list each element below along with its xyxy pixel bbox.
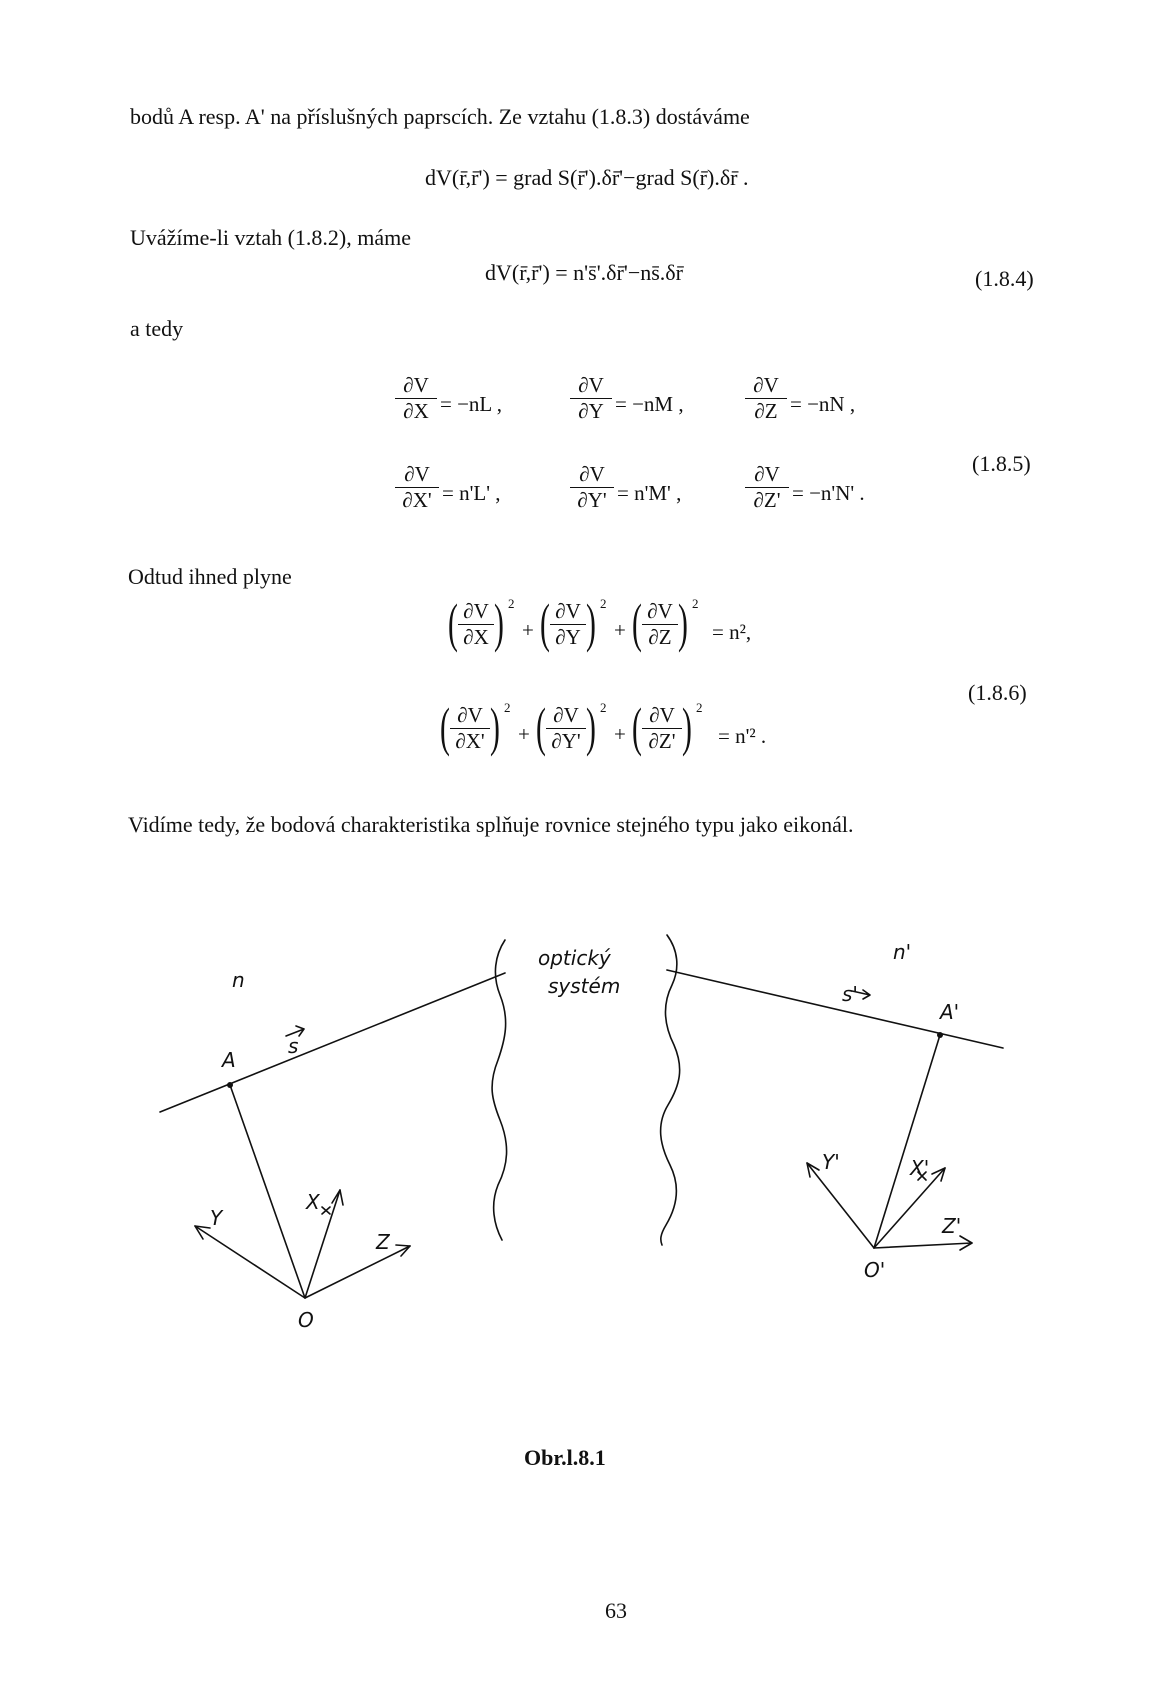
- paren-close: ): [586, 593, 596, 653]
- axis-Z: [305, 1246, 410, 1298]
- plus-sign: +: [522, 618, 534, 642]
- exponent: 2: [504, 700, 511, 715]
- paragraph-line-1: bodů A resp. A' na příslušných paprscích. Ze vztahu (1.8.3) dostáváme: [130, 104, 750, 129]
- exponent: 2: [692, 596, 699, 611]
- fraction-numerator: ∂V: [403, 373, 429, 397]
- fraction-denominator: ∂Z: [648, 625, 672, 649]
- axis-Y: [195, 1226, 305, 1298]
- equation-rhs: = −n'N' .: [792, 481, 865, 505]
- fraction-numerator: ∂V: [754, 462, 780, 486]
- axis-Y-prime: [807, 1163, 874, 1248]
- axis-X-prime: [874, 1168, 945, 1248]
- fraction-denominator: ∂Z: [754, 399, 778, 423]
- fraction-denominator: ∂Y': [551, 729, 581, 753]
- plus-sign: +: [614, 618, 626, 642]
- paren-close: ): [490, 697, 500, 757]
- equation-1-8-4: dV(r̄,r̄') = n's̄'.δr̄'−ns̄.δr̄: [485, 260, 683, 285]
- arrow-Z-head: [396, 1245, 410, 1256]
- exponent: 2: [600, 700, 607, 715]
- figure-caption: Obr.l.8.1: [524, 1445, 606, 1470]
- label-A-prime: A': [940, 1000, 960, 1024]
- label-s: s: [288, 1034, 299, 1058]
- paren-open: (: [440, 697, 450, 757]
- paragraph-line-4: Odtud ihned plyne: [128, 564, 292, 589]
- paren-open: (: [536, 697, 546, 757]
- fraction-numerator: ∂V: [457, 703, 483, 727]
- fraction-numerator: ∂V: [404, 462, 430, 486]
- point-A: [227, 1082, 233, 1088]
- point-A-prime: [937, 1032, 943, 1038]
- paren-close: ): [682, 697, 692, 757]
- label-O: O: [298, 1308, 314, 1332]
- fraction-denominator: ∂Y: [578, 399, 604, 423]
- fraction-denominator: ∂Z': [753, 488, 781, 512]
- line-A-O: [230, 1085, 305, 1298]
- label-Z-prime: Z': [942, 1214, 962, 1238]
- label-n-prime: n': [893, 940, 912, 964]
- boundary-left: [492, 940, 507, 1240]
- label-system-line-2: systém: [548, 974, 621, 998]
- label-Z: Z: [376, 1230, 390, 1254]
- fraction-denominator: ∂Y': [577, 488, 607, 512]
- ray-left: [160, 973, 505, 1112]
- equation-label-1-8-4: (1.8.4): [975, 266, 1034, 291]
- equation-rhs: = −nM ,: [615, 392, 684, 416]
- label-X-prime: X': [910, 1156, 930, 1180]
- fraction-numerator: ∂V: [555, 599, 581, 623]
- exponent: 2: [508, 596, 515, 611]
- fraction-numerator: ∂V: [579, 462, 605, 486]
- label-X: X: [306, 1190, 320, 1214]
- paren-close: ): [678, 593, 688, 653]
- exponent: 2: [600, 596, 607, 611]
- label-A: A: [222, 1048, 236, 1072]
- equation-label-1-8-6: (1.8.6): [968, 680, 1027, 705]
- equation-rhs: = n'L' ,: [442, 481, 501, 505]
- fraction-numerator: ∂V: [578, 373, 604, 397]
- equation-rhs: = −nL ,: [440, 392, 502, 416]
- paren-open: (: [540, 593, 550, 653]
- label-s-prime: s': [842, 982, 858, 1006]
- boundary-right: [661, 935, 680, 1245]
- equation-label-1-8-5: (1.8.5): [972, 451, 1031, 476]
- plus-sign: +: [614, 722, 626, 746]
- fraction-denominator: ∂X': [455, 729, 485, 753]
- equation-rhs: = n'² .: [718, 724, 767, 748]
- page-number: 63: [605, 1598, 627, 1623]
- paragraph-line-2: Uvážíme-li vztah (1.8.2), máme: [130, 225, 412, 250]
- fraction-numerator: ∂V: [647, 599, 673, 623]
- paren-close: ): [494, 593, 504, 653]
- axis-X-mark: [322, 1207, 330, 1214]
- paren-open: (: [448, 593, 458, 653]
- fraction-numerator: ∂V: [753, 373, 779, 397]
- fraction-denominator: ∂Z': [648, 729, 676, 753]
- plus-sign: +: [518, 722, 530, 746]
- fraction-denominator: ∂X': [402, 488, 432, 512]
- paragraph-line-5: Vidíme tedy, že bodová charakteristika splňuje rovnice stejného typu jako eikonál.: [128, 812, 854, 837]
- exponent: 2: [696, 700, 703, 715]
- axis-Z-prime: [874, 1243, 972, 1248]
- equation-grad: dV(r̄,r̄') = grad S(r̄').δr̄'−grad S(r̄).δr̄ .: [425, 165, 749, 190]
- fraction-denominator: ∂Y: [555, 625, 581, 649]
- fraction-numerator: ∂V: [649, 703, 675, 727]
- fraction-denominator: ∂X: [403, 399, 429, 423]
- fraction-numerator: ∂V: [553, 703, 579, 727]
- paren-close: ): [586, 697, 596, 757]
- label-O-prime: O': [864, 1258, 886, 1282]
- label-Y: Y: [210, 1206, 223, 1230]
- paren-open: (: [632, 697, 642, 757]
- equation-rhs: = n'M' ,: [617, 481, 682, 505]
- fraction-denominator: ∂X: [463, 625, 489, 649]
- label-n: n: [232, 968, 245, 992]
- line-A-prime-O-prime: [874, 1035, 940, 1248]
- label-Y-prime: Y': [822, 1150, 840, 1174]
- paragraph-line-3: a tedy: [130, 316, 184, 341]
- equation-rhs: = −nN ,: [790, 392, 856, 416]
- fraction-numerator: ∂V: [463, 599, 489, 623]
- label-system-line-1: optický: [538, 946, 611, 970]
- paren-open: (: [632, 593, 642, 653]
- equation-rhs: = n²,: [712, 620, 752, 644]
